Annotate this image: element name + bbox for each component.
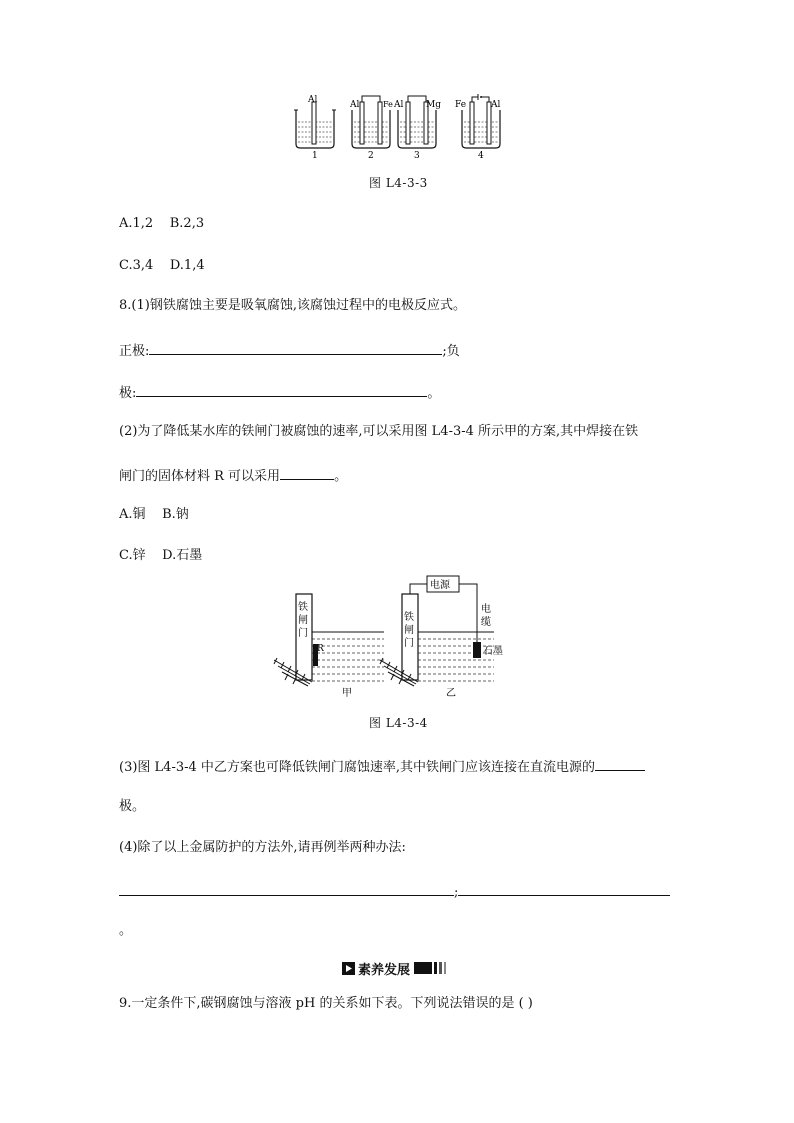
figure-l4-3-3 <box>290 92 510 162</box>
power-pole-blank[interactable] <box>595 757 645 771</box>
scheme-yi <box>380 576 494 686</box>
beaker-label-3: 3 <box>414 151 420 161</box>
negative-electrode-label: 极: <box>119 386 137 401</box>
q7-option-a[interactable]: A.1,2 <box>119 216 154 231</box>
negative-electrode-blank[interactable] <box>136 383 427 397</box>
q8-negative-row <box>119 383 440 402</box>
gate-label-right-2: 闸 <box>404 625 414 636</box>
q7-option-b[interactable]: B.2,3 <box>169 216 205 231</box>
q8-option-c[interactable]: C.锌 <box>119 548 146 563</box>
q7-option-c[interactable]: C.3,4 <box>119 258 154 273</box>
b3-electrode-label-b: Mg <box>426 100 441 110</box>
b4-electrode-label-a: Fe <box>455 100 467 110</box>
b2-electrode-label-a: Al <box>350 100 360 110</box>
left-scheme-label: 甲 <box>342 688 352 699</box>
q8-part1-text: 8.(1)钢铁腐蚀主要是吸氧腐蚀,该腐蚀过程中的电极反应式。 <box>119 298 466 313</box>
play-icon <box>342 962 355 975</box>
gate-label-left-1: 铁 <box>298 602 308 613</box>
gate-label-right-1: 铁 <box>404 612 414 623</box>
q8-option-b[interactable]: B.钠 <box>162 507 189 522</box>
q7-option-d[interactable]: D.1,4 <box>169 258 205 273</box>
graphite-label: 石墨 <box>483 646 503 657</box>
method-1-blank[interactable] <box>119 882 454 896</box>
q8-part2-line1: (2)为了降低某水库的铁闸门被腐蚀的速率,可以采用图 L4-3-4 所示甲的方案,其中焊接在铁 <box>119 424 639 439</box>
r-label: R <box>317 644 324 654</box>
q8-part2-end: 。 <box>334 469 348 484</box>
beaker-1 <box>294 102 336 148</box>
q8-option-a[interactable]: A.铜 <box>119 507 146 522</box>
q8-part3-row <box>119 757 645 776</box>
power-label: 电源 <box>430 580 450 591</box>
figure-l4-3-4 <box>272 572 522 702</box>
scheme-jia <box>274 594 384 686</box>
positive-electrode-label: 正极: <box>119 344 150 359</box>
b3-electrode-label-a: Al <box>394 100 404 110</box>
method-2-blank[interactable] <box>458 882 670 896</box>
q8-part3-line2: 极。 <box>119 799 146 814</box>
q8-options-row1 <box>119 507 189 523</box>
q8-part4-text: (4)除了以上金属防护的方法外,请再例举两种办法: <box>119 840 406 855</box>
q8-part4-end: 。 <box>119 923 133 938</box>
q8-part4-sep: ; <box>454 885 459 900</box>
q8-option-d[interactable]: D.石墨 <box>162 548 203 563</box>
gate-label-left-2: 闸 <box>298 615 308 626</box>
q9-text: 9.一定条件下,碳钢腐蚀与溶液 pH 的关系如下表。下列说法错误的是 ( ) <box>119 996 533 1011</box>
beaker-label-2: 2 <box>368 151 374 161</box>
cable-label-1: 电 <box>481 604 491 615</box>
q8-part3-line1: (3)图 L4-3-4 中乙方案也可降低铁闸门腐蚀速率,其中铁闸门应该连接在直流电源的 <box>119 760 596 775</box>
solid-material-blank[interactable] <box>280 466 334 480</box>
b1-electrode-label: Al <box>308 95 318 105</box>
decorative-bars-icon <box>414 962 446 974</box>
b2-electrode-label-b: Fe <box>383 100 393 109</box>
cable-label-2: 缆 <box>481 617 491 628</box>
q7-options-row1 <box>119 216 204 232</box>
figure-caption-l4-3-3: 图 L4-3-3 <box>369 176 428 190</box>
positive-row-end: ;负 <box>442 344 460 359</box>
q8-positive-row <box>119 341 460 360</box>
negative-row-end: 。 <box>427 386 441 401</box>
q7-options-row2 <box>119 258 205 274</box>
right-scheme-label: 乙 <box>446 688 456 699</box>
figure-caption-l4-3-4: 图 L4-3-4 <box>369 716 428 730</box>
gate-label-right-3: 门 <box>404 638 414 649</box>
q8-options-row2 <box>119 548 202 564</box>
beaker-label-1: 1 <box>312 151 318 161</box>
q8-part4-blanks-row <box>119 882 670 901</box>
positive-electrode-blank[interactable] <box>149 341 442 355</box>
beaker-label-4: 4 <box>478 151 484 161</box>
gate-label-left-3: 门 <box>298 628 308 639</box>
section-header <box>342 960 446 976</box>
q8-part2-line2: 闸门的固体材料 R 可以采用 <box>119 469 281 484</box>
b4-electrode-label-b: Al <box>491 100 501 110</box>
q8-part2-line2-row <box>119 466 347 485</box>
section-title: 素养发展 <box>358 962 411 978</box>
